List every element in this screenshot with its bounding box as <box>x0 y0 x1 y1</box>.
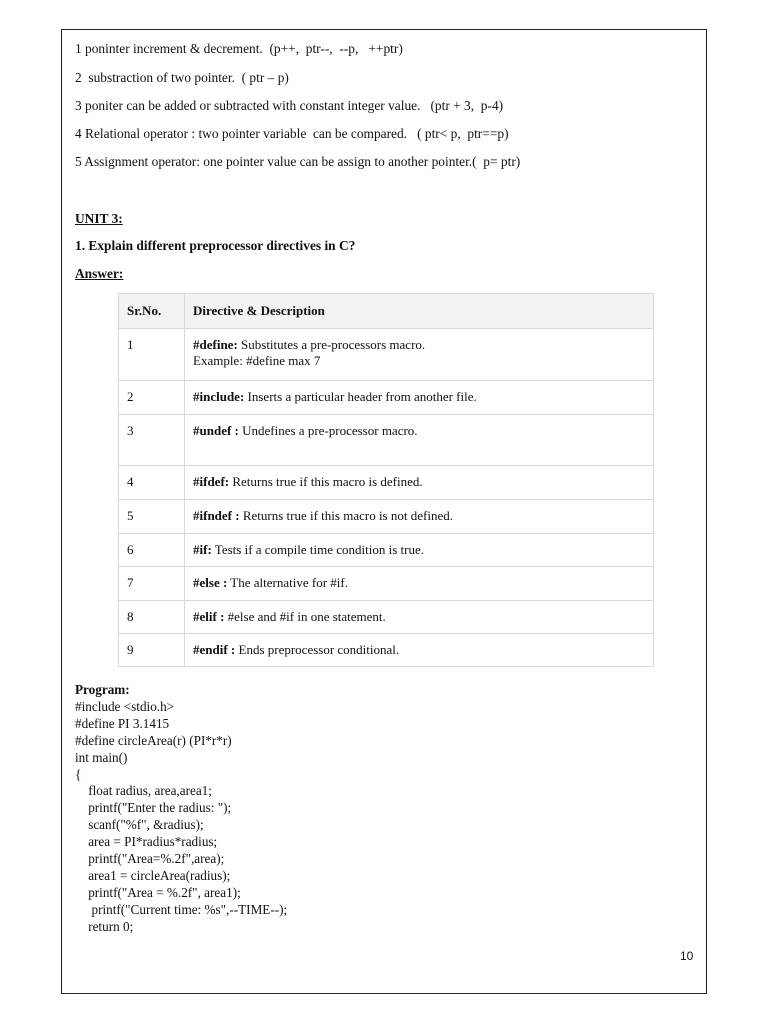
row-number: 2 <box>119 381 185 415</box>
row-description <box>185 466 654 500</box>
directive-name: #else : <box>193 575 228 590</box>
code-line: area = PI*radius*radius; <box>75 834 218 850</box>
directive-desc: Returns true if this macro is not defined. <box>239 508 453 523</box>
row-number: 4 <box>119 466 185 500</box>
intro-line-3: 3 poniter can be added or subtracted with constant integer value. (ptr + 3, p-4) <box>75 98 504 113</box>
row-number: 1 <box>119 329 185 381</box>
table-row <box>119 329 654 381</box>
directive-name: #ifdef: <box>193 474 230 489</box>
table-row <box>119 534 654 567</box>
directive-example: Example: #define max 7 <box>193 353 321 368</box>
code-line: #define PI 3.1415 <box>75 715 170 731</box>
intro-line-5: 5 Assignment operator: one pointer value can be assign to another pointer.( p= ptr) <box>75 154 521 169</box>
column-header-srno: Sr.No. <box>119 294 185 329</box>
row-number: 6 <box>119 534 185 567</box>
code-line: printf("Current time: %s",--TIME--); <box>75 901 288 917</box>
row-description <box>185 415 654 466</box>
directive-desc: Inserts a particular header from another file. <box>244 389 477 404</box>
row-description <box>185 500 654 534</box>
directive-name: #undef : <box>193 423 239 438</box>
table-row <box>119 415 654 466</box>
directive-name: #if: <box>193 542 212 557</box>
row-description <box>185 634 654 667</box>
directive-name: #define: <box>193 337 238 352</box>
row-description <box>185 601 654 634</box>
directive-desc: Undefines a pre-processor macro. <box>238 423 418 438</box>
table-row <box>119 381 654 415</box>
row-description <box>185 534 654 567</box>
code-line: return 0; <box>75 918 134 934</box>
directive-desc: Tests if a compile time condition is true. <box>211 542 425 557</box>
code-line: area1 = circleArea(radius); <box>75 867 231 883</box>
code-line: printf("Area = %.2f", area1); <box>75 884 241 900</box>
code-line: { <box>75 766 82 782</box>
code-line: #define circleArea(r) (PI*r*r) <box>75 732 232 748</box>
program-label: Program: <box>75 682 130 697</box>
row-description <box>185 329 654 381</box>
row-number: 9 <box>119 634 185 667</box>
question-heading: 1. Explain different preprocessor directives in C? <box>75 238 356 253</box>
directive-desc: #else and #if in one statement. <box>224 609 386 624</box>
code-line: printf("Area=%.2f",area); <box>75 851 225 867</box>
code-line: float radius, area,area1; <box>75 783 212 799</box>
code-line: scanf("%f", &radius); <box>75 817 204 833</box>
program-listing <box>75 682 287 936</box>
intro-line-2: 2 substraction of two pointer. ( ptr – p) <box>75 70 289 85</box>
row-number: 3 <box>119 415 185 466</box>
directive-desc: Substitutes a pre-processors macro. <box>237 337 426 352</box>
row-description <box>185 567 654 601</box>
unit-heading: UNIT 3: <box>75 211 123 226</box>
directive-desc: The alternative for #if. <box>227 575 348 590</box>
table-row <box>119 601 654 634</box>
table-row <box>119 500 654 534</box>
directive-name: #endif : <box>193 642 236 657</box>
code-line: #include <stdio.h> <box>75 698 175 714</box>
code-line: int main() <box>75 749 128 765</box>
table-header-row <box>119 294 654 329</box>
row-number: 5 <box>119 500 185 534</box>
row-number: 7 <box>119 567 185 601</box>
directives-table <box>118 293 654 667</box>
directive-name: #elif : <box>193 609 225 624</box>
directive-desc: Returns true if this macro is defined. <box>229 474 423 489</box>
directive-desc: Ends preprocessor conditional. <box>235 642 400 657</box>
row-description <box>185 381 654 415</box>
code-line: printf("Enter the radius: "); <box>75 800 232 816</box>
table-row <box>119 466 654 500</box>
intro-line-4: 4 Relational operator : two pointer variable can be compared. ( ptr< p, ptr==p) <box>75 126 509 141</box>
directive-name: #include: <box>193 389 245 404</box>
table-row <box>119 634 654 667</box>
column-header-directive: Directive & Description <box>185 294 654 329</box>
page-number: 10 <box>680 949 694 963</box>
intro-line-1: 1 poninter increment & decrement. (p++, ptr--, --p, ++ptr) <box>75 41 403 56</box>
directive-name: #ifndef : <box>193 508 240 523</box>
table-row <box>119 567 654 601</box>
row-number: 8 <box>119 601 185 634</box>
answer-label: Answer: <box>75 266 124 281</box>
